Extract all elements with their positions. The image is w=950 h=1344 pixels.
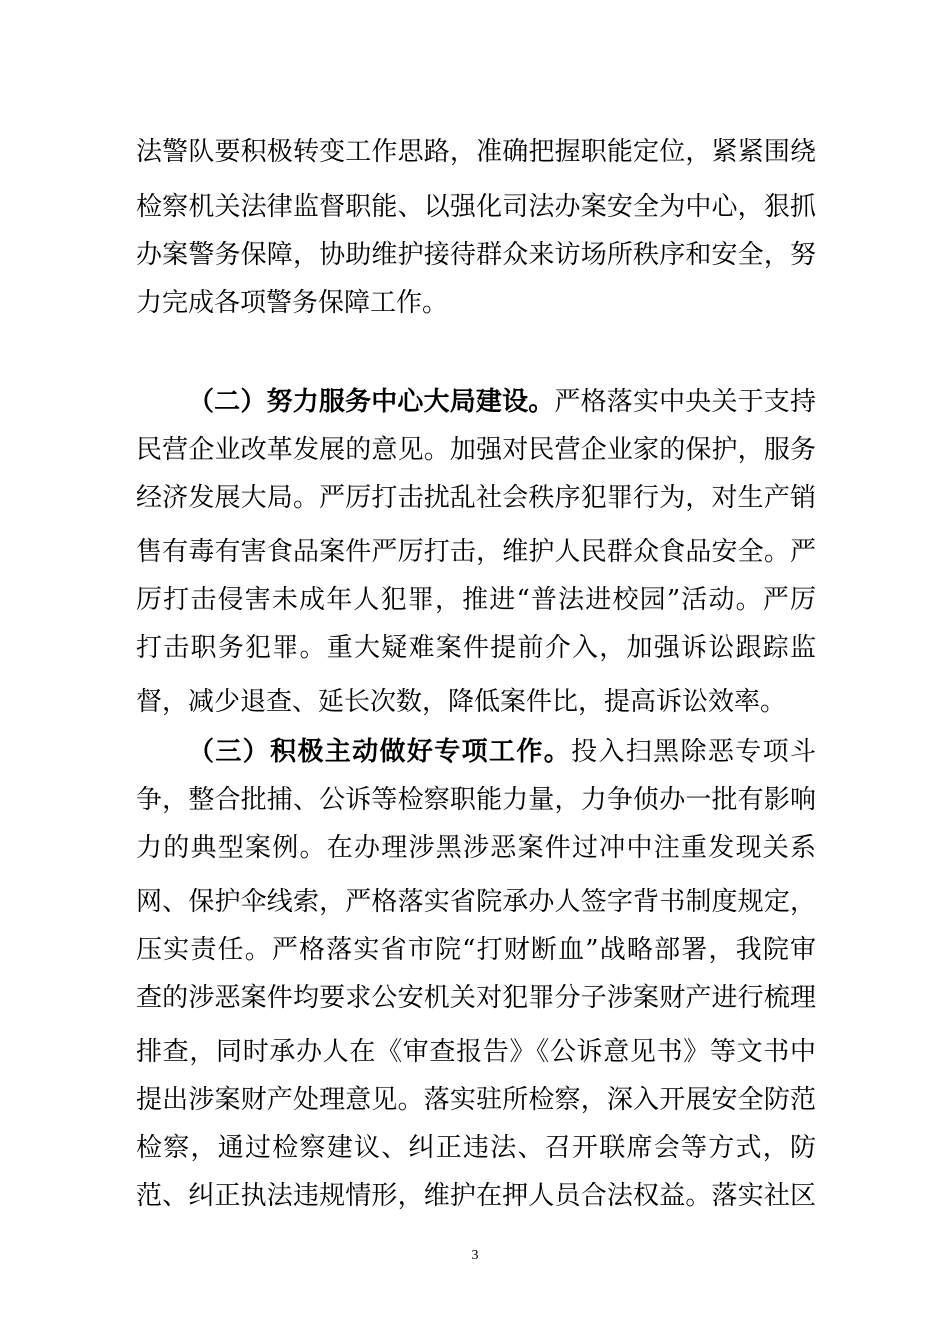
paragraph-2-first-line-text: 严格落实中央关于支持 bbox=[554, 387, 816, 417]
paragraph-3-line-10: 范、纠正执法违规情形，维护在押人员合法权益。落实社区 bbox=[136, 1181, 816, 1211]
paragraph-2-line-6: 打击职务犯罪。重大疑难案件提前介入，加强诉讼跟踪监 bbox=[136, 633, 816, 663]
paragraph-2-line-2: 民营企业改革发展的意见。加强对民营企业家的保护，服务 bbox=[136, 435, 816, 465]
paragraph-3-heading: （三）积极主动做好专项工作。 bbox=[188, 737, 572, 767]
paragraph-2-heading: （二）努力服务中心大局建设。 bbox=[188, 387, 555, 417]
paragraph-3-line-5: 压实责任。严格落实省市院“打财断血”战略部署，我院审 bbox=[136, 935, 816, 965]
paragraph-1-line-2: 检察机关法律监督职能、以强化司法办案安全为中心，狠抓 bbox=[136, 192, 816, 222]
paragraph-2-line-4: 售有毒有害食品案件严厉打击，维护人民群众食品安全。严 bbox=[136, 537, 816, 567]
paragraph-3-first-line-text: 投入扫黑除恶专项斗 bbox=[571, 737, 816, 767]
paragraph-3-line-7: 排查，同时承办人在《审查报告》《公诉意见书》等文书中 bbox=[136, 1037, 816, 1067]
page-number: 3 bbox=[471, 1248, 479, 1263]
paragraph-2-line-3: 经济发展大局。严厉打击扰乱社会秩序犯罪行为，对生产销 bbox=[136, 483, 816, 513]
paragraph-3-line-4: 网、保护伞线索，严格落实省院承办人签字背书制度规定， bbox=[136, 887, 816, 917]
paragraph-2-line-1 bbox=[188, 384, 816, 420]
paragraph-1-line-4: 力完成各项警务保障工作。 bbox=[136, 288, 449, 318]
paragraph-3-line-6: 查的涉恶案件均要求公安机关对犯罪分子涉案财产进行梳理 bbox=[136, 983, 816, 1013]
paragraph-3-line-1 bbox=[188, 734, 816, 770]
paragraph-3-line-3: 力的典型案例。在办理涉黑涉恶案件过冲中注重发现关系 bbox=[136, 833, 816, 863]
paragraph-3-line-8: 提出涉案财产处理意见。落实驻所检察，深入开展安全防范 bbox=[136, 1085, 816, 1115]
paragraph-3-line-2: 争，整合批捕、公诉等检察职能力量，力争侦办一批有影响 bbox=[136, 785, 816, 815]
paragraph-3-line-9: 检察，通过检察建议、纠正违法、召开联席会等方式，防 bbox=[136, 1133, 816, 1163]
paragraph-2-line-5: 厉打击侵害未成年人犯罪，推进“普法进校园”活动。严厉 bbox=[136, 585, 816, 615]
paragraph-2-line-7: 督，减少退查、延长次数，降低案件比，提高诉讼效率。 bbox=[136, 687, 787, 717]
paragraph-1-line-3: 办案警务保障，协助维护接待群众来访场所秩序和安全，努 bbox=[136, 240, 816, 270]
paragraph-1-line-1: 法警队要积极转变工作思路，准确把握职能定位，紧紧围绕 bbox=[136, 137, 816, 167]
